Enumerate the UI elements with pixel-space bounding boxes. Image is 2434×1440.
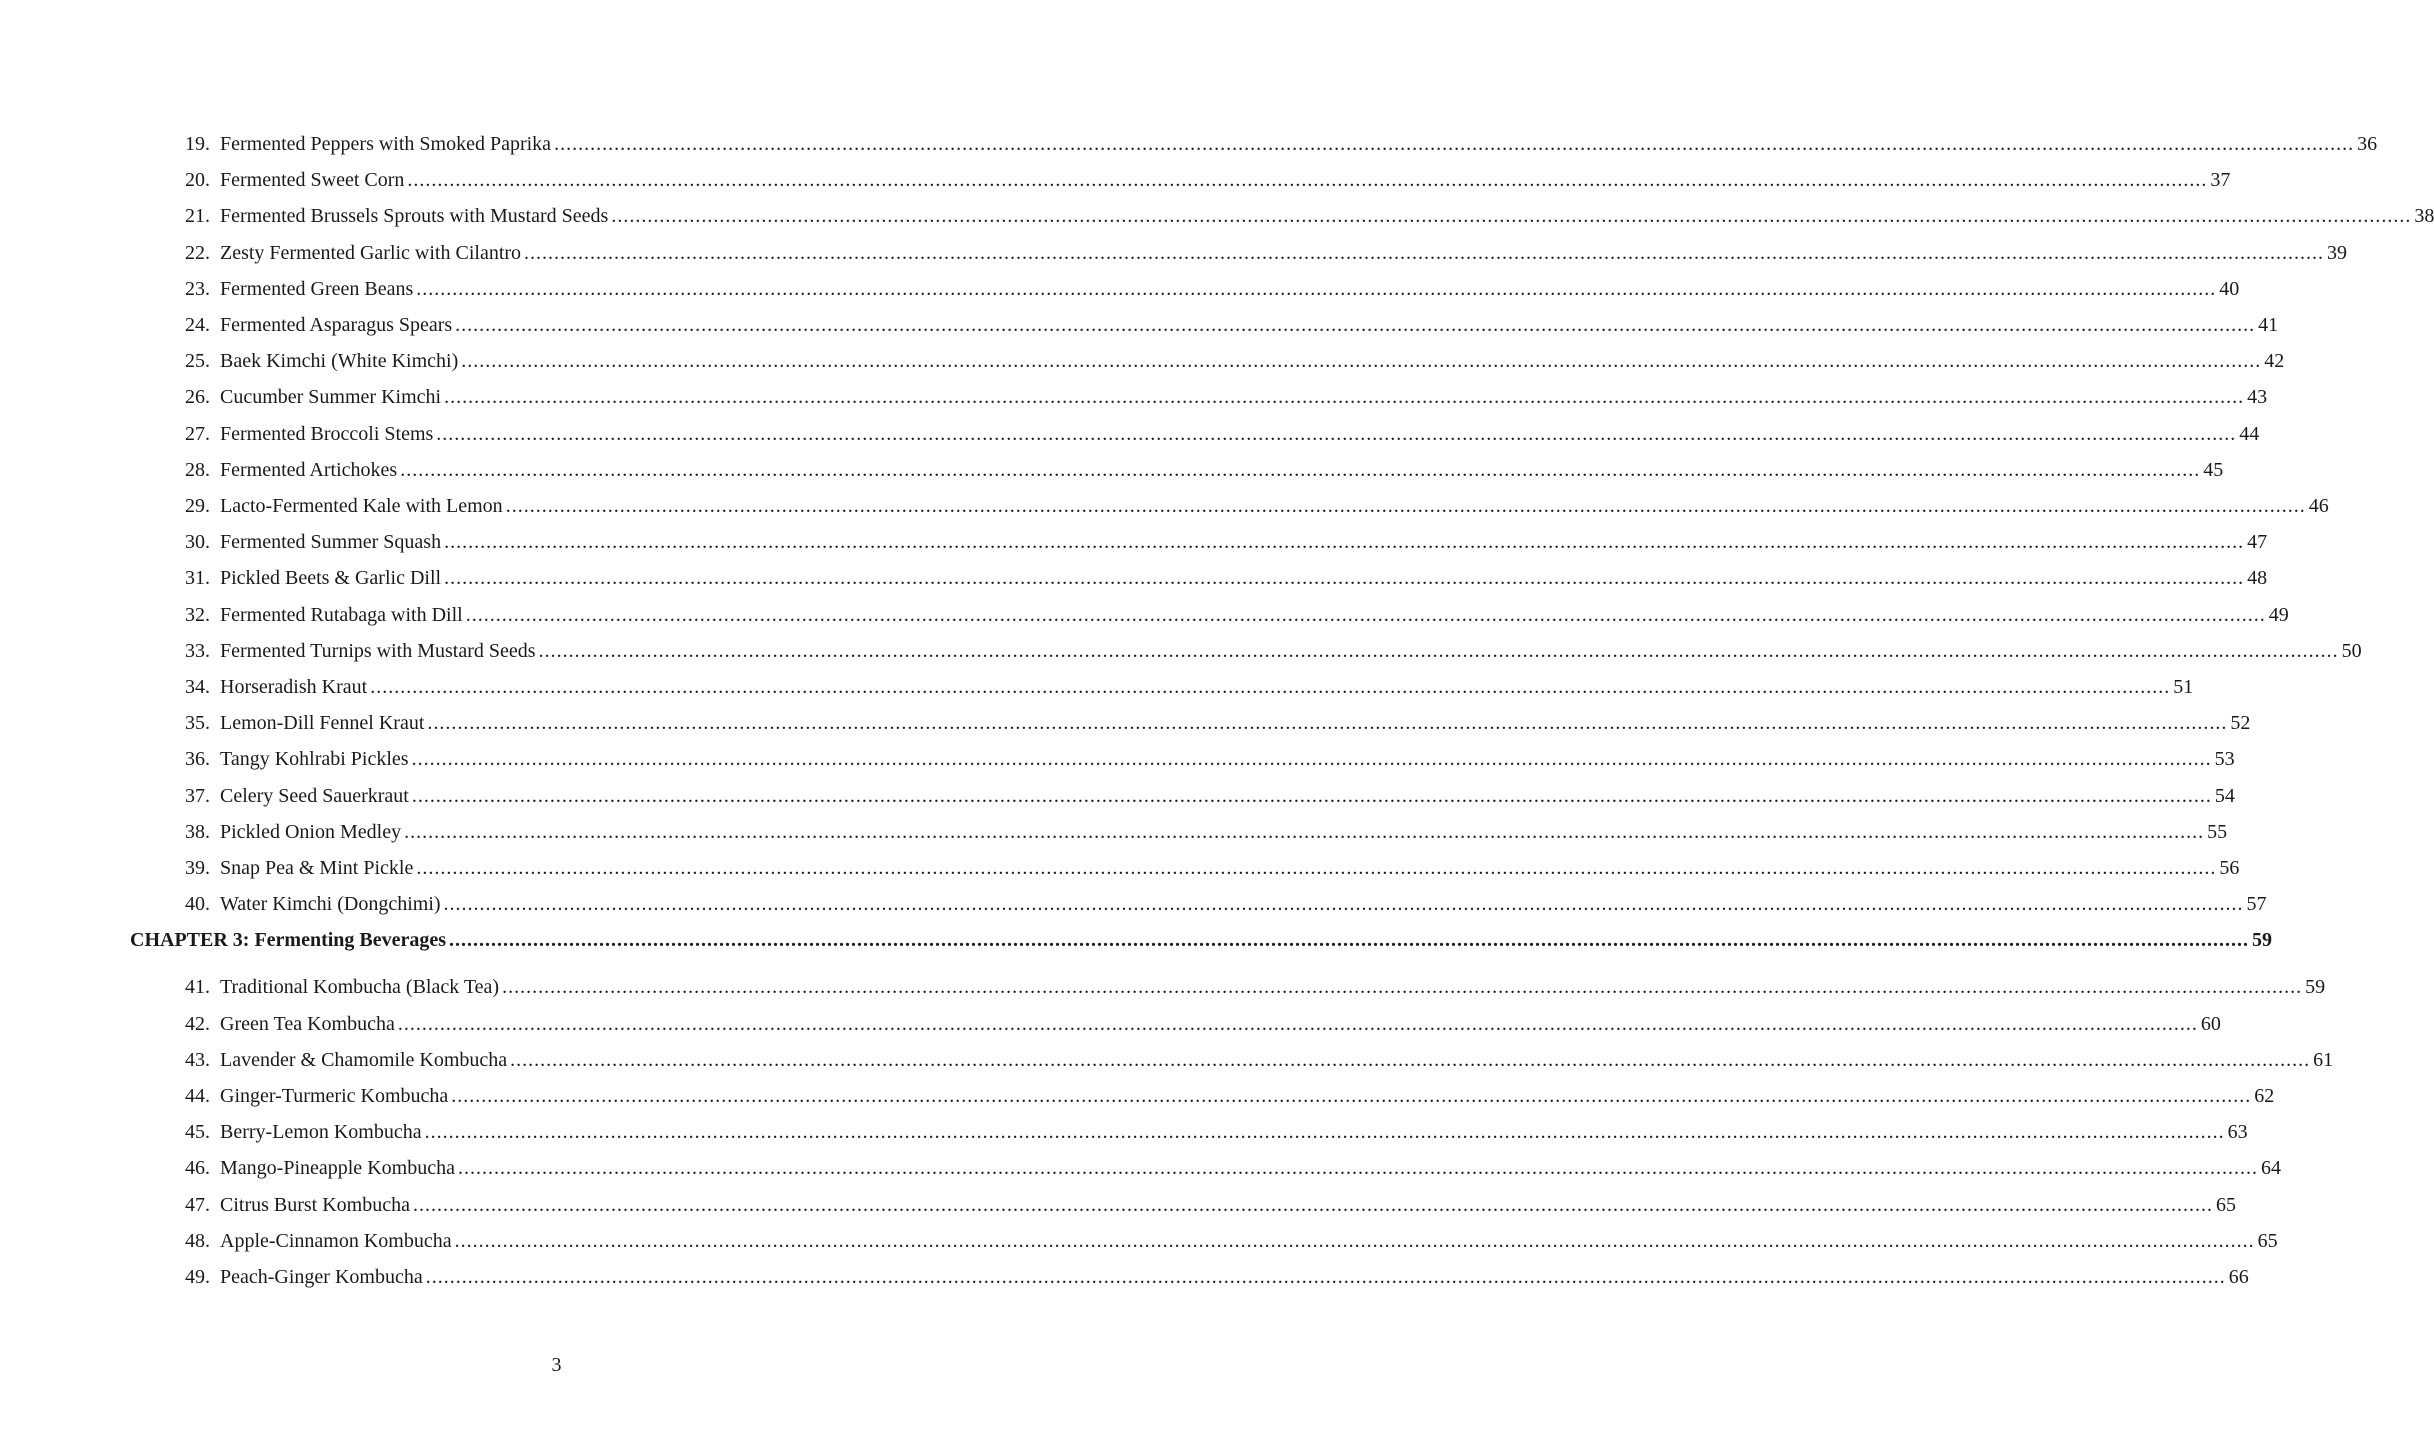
dot-leader: ............................................................................................................................................................................................................................................................................................................ <box>404 820 2205 843</box>
toc-entry-page: 43 <box>2247 386 2268 409</box>
toc-entry-number: 43. <box>185 1048 210 1071</box>
toc-entry-title: Fermented Summer Squash <box>220 531 442 554</box>
toc-entry <box>130 527 2268 557</box>
toc-entry-title: Citrus Burst Kombucha <box>220 1193 410 1216</box>
dot-leader: ............................................................................................................................................................................................................................................................................................................ <box>444 567 2245 590</box>
toc-entry-title: Zesty Fermented Garlic with Cilantro <box>220 241 522 264</box>
toc-entry-title: Horseradish Kraut <box>220 676 368 698</box>
toc-entry <box>130 889 2267 919</box>
toc-entry-number: 38. <box>185 820 210 843</box>
dot-leader: ............................................................................................................................................................................................................................................................................................................ <box>455 314 2256 336</box>
toc-entry-page: 44 <box>2239 422 2260 445</box>
toc-entry <box>130 274 2240 304</box>
toc-entry-page: 54 <box>2214 784 2235 807</box>
toc-entry <box>130 672 2194 702</box>
toc-entry-title: Apple-Cinnamon Kombucha <box>220 1229 452 1252</box>
toc-entry <box>130 1081 2275 1111</box>
dot-leader: ............................................................................................................................................................................................................................................................................................................ <box>510 1048 2311 1071</box>
dot-leader: ............................................................................................................................................................................................................................................................................................................ <box>554 133 2355 155</box>
toc-entry <box>130 972 2326 1002</box>
toc-entry-number: 41. <box>185 976 210 999</box>
toc-entry <box>130 600 2289 630</box>
toc-entry <box>130 491 2329 521</box>
toc-entry-number: 32. <box>185 603 210 626</box>
dot-leader: ............................................................................................................................................................................................................................................................................................................ <box>444 386 2245 409</box>
toc-entry-number: 24. <box>185 314 210 336</box>
toc-entry-number: 27. <box>185 422 210 445</box>
dot-leader: ............................................................................................................................................................................................................................................................................................................ <box>407 169 2208 192</box>
toc-entry-number: 25. <box>185 350 210 373</box>
dot-leader: ............................................................................................................................................................................................................................................................................................................ <box>457 1157 2258 1180</box>
toc-entry-title: Berry-Lemon Kombucha <box>220 1121 422 1144</box>
toc-entry-number: 23. <box>185 277 210 300</box>
toc-entry-number: 48. <box>185 1229 210 1252</box>
toc-entry-title: Fermented Sweet Corn <box>220 169 405 192</box>
toc-entry-title: Tangy Kohlrabi Pickles <box>220 748 409 771</box>
toc-entry <box>130 708 2251 738</box>
toc-entry <box>130 853 2240 883</box>
toc-entry-title: Baek Kimchi (White Kimchi) <box>220 350 459 373</box>
dot-leader: ............................................................................................................................................................................................................................................................................................................ <box>461 350 2262 373</box>
toc-entry <box>130 165 2231 195</box>
toc-entry-number: 34. <box>185 676 210 698</box>
toc-entry-page: 57 <box>2246 893 2267 916</box>
toc-entry-number: 39. <box>185 857 210 879</box>
toc-entry-title: Pickled Beets & Garlic Dill <box>220 567 442 590</box>
toc-entry-number: 22. <box>185 241 210 264</box>
toc-entry-page: 55 <box>2207 820 2228 843</box>
toc-entry-number: 20. <box>185 169 210 192</box>
toc-entry-number: 28. <box>185 458 210 481</box>
dot-leader: ............................................................................................................................................................................................................................................................................................................ <box>416 277 2217 300</box>
dot-leader: ............................................................................................................................................................................................................................................................................................................ <box>397 1012 2198 1035</box>
dot-leader: ............................................................................................................................................................................................................................................................................................................ <box>436 422 2237 445</box>
toc-entry-title: Lacto-Fermented Kale with Lemon <box>220 495 503 517</box>
dot-leader: ............................................................................................................................................................................................................................................................................................................ <box>443 893 2244 916</box>
toc-entry-title: Lavender & Chamomile Kombucha <box>220 1048 508 1071</box>
toc-entry-page: 65 <box>2257 1229 2278 1252</box>
toc-entry <box>130 781 2235 811</box>
toc-entry-number: 44. <box>185 1085 210 1107</box>
toc-entry-number: 37. <box>185 784 210 807</box>
toc-entry <box>130 129 2378 159</box>
toc-entry <box>130 201 2434 231</box>
dot-leader: ............................................................................................................................................................................................................................................................................................................ <box>400 458 2201 481</box>
toc-entry-title: Green Tea Kombucha <box>220 1012 395 1035</box>
toc-entry-page: 59 <box>2252 929 2273 952</box>
toc-entry-page: 51 <box>2173 676 2194 698</box>
toc-entry-page: 38 <box>2414 205 2434 228</box>
toc-entry-title: Fermented Rutabaga with Dill <box>220 603 463 626</box>
toc-entry <box>130 419 2260 449</box>
toc-entry-title: Water Kimchi (Dongchimi) <box>220 893 441 916</box>
toc-entry <box>130 238 2348 268</box>
toc-entry-page: 41 <box>2258 314 2279 336</box>
toc-entry-page: 47 <box>2247 531 2268 554</box>
toc-entry-page: 36 <box>2357 133 2378 155</box>
toc-entry-title: Celery Seed Sauerkraut <box>220 784 409 807</box>
dot-leader: ............................................................................................................................................................................................................................................................................................................ <box>465 603 2266 626</box>
toc-entry-title: Fermented Broccoli Stems <box>220 422 434 445</box>
toc-entry-page: 53 <box>2214 748 2235 771</box>
dot-leader: ............................................................................................................................................................................................................................................................................................................ <box>454 1229 2255 1252</box>
toc-entry-title: Traditional Kombucha (Black Tea) <box>220 976 500 999</box>
toc-entry-page: 61 <box>2313 1048 2334 1071</box>
dot-leader: ............................................................................................................................................................................................................................................................................................................ <box>425 1266 2226 1288</box>
toc-entry-number: 40. <box>185 893 210 916</box>
toc-entry-page: 63 <box>2227 1121 2248 1144</box>
toc-entry-title: Fermented Artichokes <box>220 458 398 481</box>
toc-entry-number: 29. <box>185 495 210 517</box>
dot-leader: ............................................................................................................................................................................................................................................................................................................ <box>413 1193 2213 1216</box>
toc-entry-title: Lemon-Dill Fennel Kraut <box>220 712 425 735</box>
toc-entry-number: 49. <box>185 1266 210 1288</box>
dot-leader: ............................................................................................................................................................................................................................................................................................................ <box>505 495 2306 517</box>
toc-entry-page: 42 <box>2264 350 2285 373</box>
toc-entry-title: Peach-Ginger Kombucha <box>220 1266 423 1288</box>
toc-entry-number: 35. <box>185 712 210 735</box>
toc-entry-title: Fermented Turnips with Mustard Seeds <box>220 639 536 662</box>
toc-entry-number: 42. <box>185 1012 210 1035</box>
dot-leader: ............................................................................................................................................................................................................................................................................................................ <box>502 976 2303 999</box>
toc-entry-title: Cucumber Summer Kimchi <box>220 386 442 409</box>
toc-entry <box>130 455 2224 485</box>
toc-entry <box>130 1117 2248 1147</box>
toc-entry-number: 21. <box>185 205 210 228</box>
toc-entry <box>130 1153 2281 1183</box>
toc-entry-page: 40 <box>2219 277 2240 300</box>
toc-entry-page: 45 <box>2203 458 2224 481</box>
toc-entry-page: 64 <box>2260 1157 2281 1180</box>
dot-leader: ............................................................................................................................................................................................................................................................................................................ <box>411 784 2212 807</box>
toc-entry-title: Mango-Pineapple Kombucha <box>220 1157 455 1180</box>
toc-entry <box>130 1045 2334 1075</box>
toc-entry-page: 49 <box>2268 603 2289 626</box>
dot-leader: ............................................................................................................................................................................................................................................................................................................ <box>538 639 2339 662</box>
toc-entry-title: Fermented Asparagus Spears <box>220 314 453 336</box>
toc-entry-title: Fermented Peppers with Smoked Paprika <box>220 133 552 155</box>
toc-entry <box>130 817 2228 847</box>
toc-chapter-title: CHAPTER 3: Fermenting Beverages <box>130 929 447 952</box>
toc-entry-page: 66 <box>2228 1266 2249 1288</box>
toc-entry-page: 48 <box>2247 567 2268 590</box>
toc-entry-page: 62 <box>2254 1085 2275 1107</box>
toc-entry-title: Fermented Green Beans <box>220 277 414 300</box>
dot-leader: ............................................................................................................................................................................................................................................................................................................ <box>416 857 2217 879</box>
toc-entry <box>130 1009 2221 1039</box>
toc-entry-page: 46 <box>2308 495 2329 517</box>
toc-entry-title: Snap Pea & Mint Pickle <box>220 857 414 879</box>
toc-entry-page: 56 <box>2219 857 2240 879</box>
dot-leader: ............................................................................................................................................................................................................................................................................................................ <box>370 676 2171 698</box>
toc-entry-number: 19. <box>185 133 210 155</box>
dot-leader: ............................................................................................................................................................................................................................................................................................................ <box>427 712 2228 735</box>
dot-leader: ............................................................................................................................................................................................................................................................................................................ <box>444 531 2245 554</box>
toc-entry <box>130 744 2235 774</box>
toc-entry-page: 37 <box>2210 169 2231 192</box>
dot-leader: ............................................................................................................................................................................................................................................................................................................ <box>411 748 2212 771</box>
toc-entry <box>130 1226 2278 1256</box>
toc-entry <box>130 310 2279 340</box>
toc-entry-number: 33. <box>185 639 210 662</box>
toc-entry-page: 59 <box>2305 976 2326 999</box>
toc-entry-number: 30. <box>185 531 210 554</box>
toc-entry-page: 39 <box>2327 241 2348 264</box>
toc-entry-title: Fermented Brussels Sprouts with Mustard Seeds <box>220 205 609 228</box>
toc-entry-page: 52 <box>2230 712 2251 735</box>
toc-entry-page: 60 <box>2200 1012 2221 1035</box>
toc-entry-number: 45. <box>185 1121 210 1144</box>
dot-leader: ............................................................................................................................................................................................................................................................................................................ <box>524 241 2325 264</box>
toc-entry-number: 26. <box>185 386 210 409</box>
toc-entry-number: 47. <box>185 1193 210 1216</box>
page-number: 3 <box>551 1354 562 1376</box>
toc-entry-number: 31. <box>185 567 210 590</box>
dot-leader: ............................................................................................................................................................................................................................................................................................................ <box>449 929 2250 952</box>
toc-entry <box>130 346 2285 376</box>
toc-entry <box>130 1262 2249 1292</box>
dot-leader: ............................................................................................................................................................................................................................................................................................................ <box>451 1085 2252 1107</box>
dot-leader: ............................................................................................................................................................................................................................................................................................................ <box>424 1121 2225 1144</box>
toc-entry-page: 50 <box>2341 639 2362 662</box>
toc-entry <box>130 636 2362 666</box>
toc-entry-page: 65 <box>2216 1193 2236 1216</box>
toc-entry <box>130 563 2268 593</box>
toc-entry-number: 36. <box>185 748 210 771</box>
toc-entry-title: Pickled Onion Medley <box>220 820 402 843</box>
toc-entry-number: 46. <box>185 1157 210 1180</box>
toc-chapter-heading <box>130 925 2273 955</box>
toc-entry-title: Ginger-Turmeric Kombucha <box>220 1085 449 1107</box>
toc-entry <box>130 1190 2236 1220</box>
toc-entry <box>130 382 2268 412</box>
dot-leader: ............................................................................................................................................................................................................................................................................................................ <box>611 205 2412 228</box>
